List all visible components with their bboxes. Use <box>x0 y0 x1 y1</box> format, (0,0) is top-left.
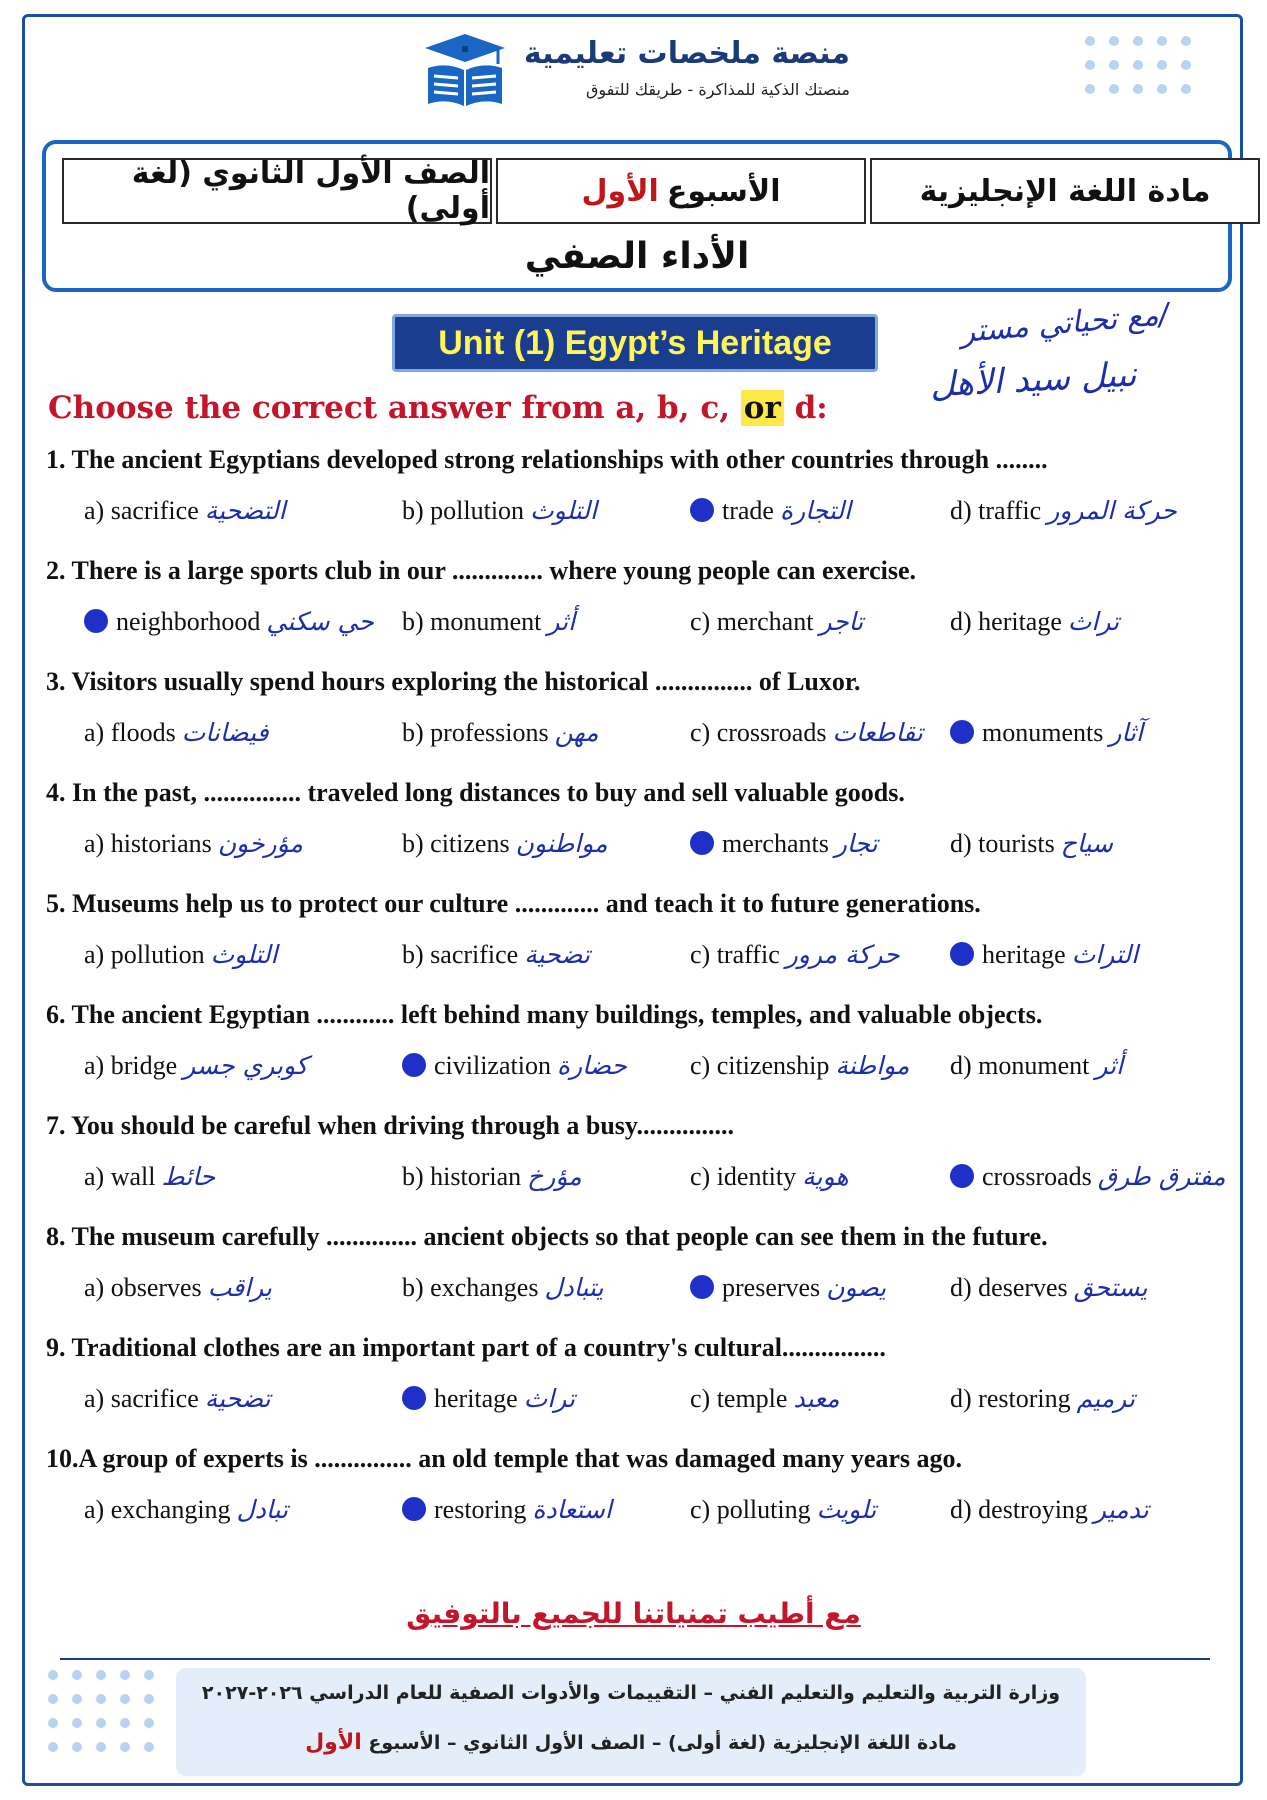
option-label: c) crossroads <box>690 718 827 747</box>
footer <box>176 1668 1086 1776</box>
handwritten-gloss: معبد <box>793 1384 840 1413</box>
handwritten-gloss: حضارة <box>556 1051 627 1080</box>
handwritten-gloss: استعادة <box>532 1495 612 1524</box>
option-q6-3[interactable] <box>690 1051 909 1081</box>
handwritten-gloss: تدمير <box>1093 1495 1149 1524</box>
option-q8-1[interactable] <box>84 1273 272 1303</box>
option-q2-2[interactable] <box>402 607 575 637</box>
handwritten-gloss: فيضانات <box>181 718 269 747</box>
option-label: d) traffic <box>950 496 1042 525</box>
option-label: a) historians <box>84 829 212 858</box>
option-q3-4[interactable] <box>950 718 1143 748</box>
handwritten-gloss: حركة مرور <box>785 940 900 969</box>
option-label: a) floods <box>84 718 176 747</box>
option-label: d) deserves <box>950 1273 1068 1302</box>
option-q6-2[interactable] <box>402 1051 627 1081</box>
handwritten-gloss: التراث <box>1071 940 1139 969</box>
option-q5-4[interactable] <box>950 940 1138 970</box>
option-q2-3[interactable] <box>690 607 863 637</box>
handwritten-gloss: تراث <box>523 1384 575 1413</box>
option-label: trade <box>722 496 774 525</box>
handwritten-gloss: تلويث <box>816 1495 877 1524</box>
selected-answer-dot-icon <box>950 1164 974 1188</box>
option-q9-4[interactable] <box>950 1384 1135 1414</box>
closing-text: مع أطيب تمنياتنا للجميع بالتوفيق <box>406 1597 861 1630</box>
option-q2-1[interactable] <box>84 607 374 637</box>
question-8: 8. The museum carefully .............. ancient objects so that people can see them in the future. <box>46 1222 1048 1251</box>
handwritten-gloss: يستحق <box>1073 1273 1148 1302</box>
header-box <box>42 140 1232 292</box>
option-q1-4[interactable] <box>950 496 1177 526</box>
week-prefix: الأسبوع <box>666 173 781 209</box>
option-q7-1[interactable] <box>84 1162 215 1192</box>
handwritten-gloss: يصون <box>826 1273 887 1302</box>
option-label: restoring <box>434 1495 527 1524</box>
handwritten-gloss: تقاطعات <box>832 718 923 747</box>
option-q5-3[interactable] <box>690 940 900 970</box>
selected-answer-dot-icon <box>950 720 974 744</box>
option-label: a) observes <box>84 1273 202 1302</box>
handwritten-gloss: مؤرخ <box>527 1162 582 1191</box>
option-q6-4[interactable] <box>950 1051 1123 1081</box>
option-label: d) restoring <box>950 1384 1071 1413</box>
option-q6-1[interactable] <box>84 1051 308 1081</box>
option-q10-1[interactable] <box>84 1495 288 1525</box>
option-label: c) citizenship <box>690 1051 830 1080</box>
option-label: c) identity <box>690 1162 797 1191</box>
option-label: d) destroying <box>950 1495 1088 1524</box>
handwritten-gloss: حركة المرور <box>1047 496 1177 525</box>
option-q7-2[interactable] <box>402 1162 582 1192</box>
handwritten-gloss: ترميم <box>1076 1384 1135 1413</box>
closing-message <box>0 1597 1267 1630</box>
handwritten-gloss: كوبري جسر <box>183 1051 308 1080</box>
brand-tagline: منصتك الذكية للمذاكرة - طريقك للتفوق <box>586 80 850 99</box>
handwritten-gloss: تراث <box>1067 607 1120 636</box>
option-label: merchants <box>722 829 829 858</box>
handwritten-gloss: سياح <box>1060 829 1113 858</box>
instruction-end: d: <box>783 390 828 426</box>
handwritten-gloss: تجار <box>834 829 878 858</box>
book-logo-icon <box>420 32 510 112</box>
handwritten-gloss: تبادل <box>236 1495 288 1524</box>
handwritten-gloss: مهن <box>554 718 599 747</box>
option-q5-2[interactable] <box>402 940 590 970</box>
question-6: 6. The ancient Egyptian ............ left behind many buildings, temples, and valuable objects. <box>46 1000 1043 1029</box>
option-label: d) heritage <box>950 607 1062 636</box>
week-value: الأول <box>581 173 659 209</box>
option-label: b) historian <box>402 1162 522 1191</box>
option-label: a) sacrifice <box>84 1384 199 1413</box>
handwritten-gloss: يراقب <box>207 1273 272 1302</box>
option-label: b) monument <box>402 607 542 636</box>
option-q3-3[interactable] <box>690 718 923 748</box>
question-5: 5. Museums help us to protect our culture ............. and teach it to future generations. <box>46 889 981 918</box>
handwritten-gloss: حي سكني <box>266 607 374 636</box>
question-9: 9. Traditional clothes are an important part of a country's cultural................ <box>46 1333 886 1362</box>
option-q3-1[interactable] <box>84 718 269 748</box>
handwritten-gloss: تضحية <box>204 1384 271 1413</box>
signature-line-2: نبيل سيد الأهل <box>929 354 1138 406</box>
handwritten-gloss: التضحية <box>204 496 286 525</box>
subject-cell: مادة اللغة الإنجليزية <box>870 158 1260 224</box>
option-q8-3[interactable] <box>690 1273 886 1303</box>
handwritten-gloss: التلوث <box>530 496 597 525</box>
option-label: a) pollution <box>84 940 205 969</box>
handwritten-gloss: حائط <box>161 1162 216 1191</box>
option-q4-3[interactable] <box>690 829 878 859</box>
option-label: monuments <box>982 718 1104 747</box>
selected-answer-dot-icon <box>690 831 714 855</box>
week-cell <box>496 158 866 224</box>
signature-line-1: مع تحياتي مستر/ <box>958 296 1171 351</box>
option-label: d) monument <box>950 1051 1090 1080</box>
option-label: b) exchanges <box>402 1273 539 1302</box>
option-label: crossroads <box>982 1162 1092 1191</box>
option-label: a) bridge <box>84 1051 178 1080</box>
option-q9-3[interactable] <box>690 1384 840 1414</box>
option-label: preserves <box>722 1273 821 1302</box>
option-label: neighborhood <box>116 607 261 636</box>
decorative-dots-top <box>1085 36 1191 94</box>
question-4: 4. In the past, ............... traveled long distances to buy and sell valuable goods. <box>46 778 905 807</box>
handwritten-gloss: التجارة <box>779 496 852 525</box>
option-q8-2[interactable] <box>402 1273 603 1303</box>
option-label: b) professions <box>402 718 549 747</box>
question-1: 1. The ancient Egyptians developed strong relationships with other countries through ........ <box>46 445 1048 474</box>
option-q4-4[interactable] <box>950 829 1113 859</box>
selected-answer-dot-icon <box>402 1386 426 1410</box>
option-label: c) merchant <box>690 607 814 636</box>
option-q3-2[interactable] <box>402 718 599 748</box>
grade-cell: الصف الأول الثانوي (لغة أولى) <box>62 158 492 224</box>
option-label: a) exchanging <box>84 1495 231 1524</box>
selected-answer-dot-icon <box>950 942 974 966</box>
option-label: d) tourists <box>950 829 1055 858</box>
handwritten-gloss: مواطنون <box>515 829 608 858</box>
option-label: b) sacrifice <box>402 940 519 969</box>
decorative-dots-bottom <box>48 1670 154 1752</box>
selected-answer-dot-icon <box>402 1497 426 1521</box>
handwritten-gloss: يتبادل <box>544 1273 604 1302</box>
option-label: heritage <box>434 1384 518 1413</box>
handwritten-gloss: آثار <box>1109 718 1143 747</box>
option-q9-1[interactable] <box>84 1384 270 1414</box>
option-q7-3[interactable] <box>690 1162 849 1192</box>
option-q10-4[interactable] <box>950 1495 1149 1525</box>
handwritten-gloss: تضحية <box>524 940 590 969</box>
footer-line-2-text: مادة اللغة الإنجليزية (لغة أولى) – الصف الأول الثانوي – الأسبوع <box>368 1732 957 1754</box>
option-label: a) sacrifice <box>84 496 199 525</box>
instruction-text: Choose the correct answer from a, b, c, <box>48 390 741 426</box>
option-q1-3[interactable] <box>690 496 851 526</box>
option-q4-2[interactable] <box>402 829 608 859</box>
instruction-or-highlight: or <box>741 390 784 426</box>
footer-line-2 <box>176 1730 1086 1755</box>
unit-title: Unit (1) Egypt’s Heritage <box>392 314 878 372</box>
option-q1-2[interactable] <box>402 496 597 526</box>
footer-week-highlight: الأول <box>305 1730 362 1755</box>
selected-answer-dot-icon <box>402 1053 426 1077</box>
handwritten-gloss: التلوث <box>210 940 278 969</box>
option-q1-1[interactable] <box>84 496 286 526</box>
footer-line-1: وزارة التربية والتعليم والتعليم الفني – التقييمات والأدوات الصفية للعام الدراسي ٢٠٢٦-٢٠٢٧ <box>201 1682 1061 1704</box>
handwritten-gloss: مواطنة <box>835 1051 910 1080</box>
selected-answer-dot-icon <box>690 498 714 522</box>
question-7: 7. You should be careful when driving through a busy............... <box>46 1111 734 1140</box>
selected-answer-dot-icon <box>690 1275 714 1299</box>
selected-answer-dot-icon <box>84 609 108 633</box>
option-label: c) temple <box>690 1384 788 1413</box>
option-label: b) pollution <box>402 496 525 525</box>
handwritten-gloss: تاجر <box>819 607 864 636</box>
option-q8-4[interactable] <box>950 1273 1147 1303</box>
option-q4-1[interactable] <box>84 829 303 859</box>
option-q10-2[interactable] <box>402 1495 612 1525</box>
handwritten-gloss: أثر <box>1095 1051 1124 1080</box>
option-q9-2[interactable] <box>402 1384 575 1414</box>
handwritten-gloss: مؤرخون <box>217 829 303 858</box>
option-label: a) wall <box>84 1162 156 1191</box>
option-label: b) citizens <box>402 829 510 858</box>
option-q5-1[interactable] <box>84 940 277 970</box>
question-3: 3. Visitors usually spend hours exploring the historical ............... of Luxor. <box>46 667 861 696</box>
divider <box>60 1658 1210 1660</box>
option-q2-4[interactable] <box>950 607 1119 637</box>
question-2: 2. There is a large sports club in our .............. where young people can exercise. <box>46 556 917 585</box>
handwritten-gloss: هوية <box>802 1162 849 1191</box>
option-label: heritage <box>982 940 1066 969</box>
option-label: civilization <box>434 1051 551 1080</box>
option-q10-3[interactable] <box>690 1495 876 1525</box>
option-label: c) traffic <box>690 940 780 969</box>
brand-name: منصة ملخصات تعليمية <box>523 36 850 71</box>
option-label: c) polluting <box>690 1495 811 1524</box>
instruction <box>48 390 828 426</box>
handwritten-gloss: أثر <box>547 607 576 636</box>
option-q7-4[interactable] <box>950 1162 1226 1192</box>
section-title: الأداء الصفي <box>524 236 750 277</box>
question-10: 10.A group of experts is ............... an old temple that was damaged many years ago. <box>46 1444 963 1473</box>
handwritten-gloss: مفترق طرق <box>1097 1162 1226 1191</box>
